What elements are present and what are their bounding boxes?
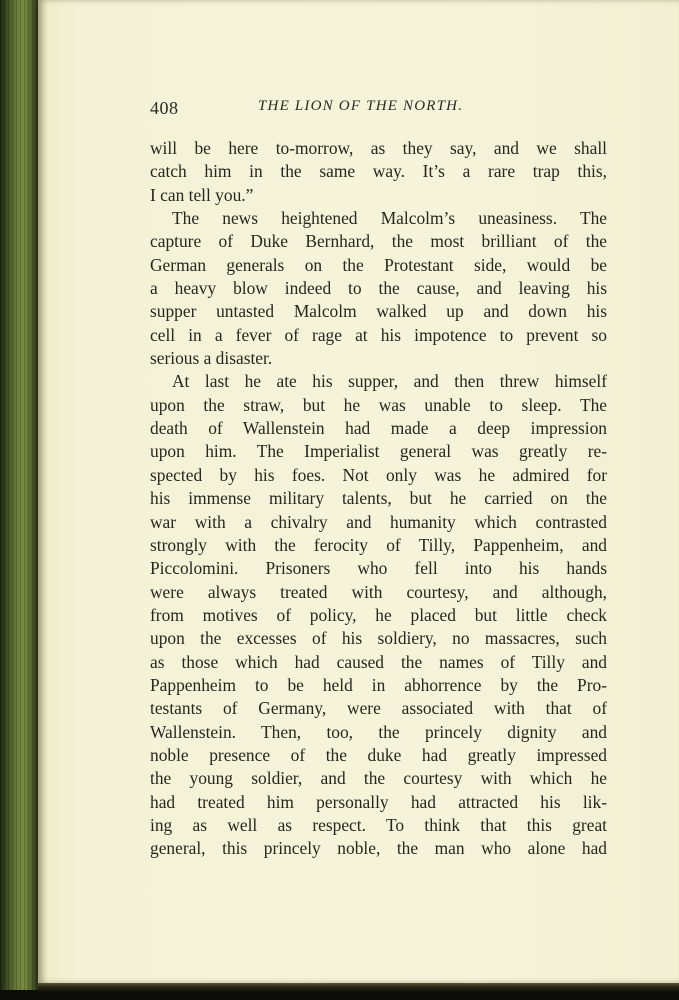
text-line: will be here to-morrow, as they say, and we shall: [150, 138, 607, 158]
text-line: upon him. The Imperialist general was greatly re-: [150, 441, 607, 462]
running-title: THE LION OF THE NORTH.: [258, 98, 464, 114]
text-line: a heavy blow indeed to the cause, and leaving his: [150, 278, 607, 299]
text-line: strongly with the ferocity of Tilly, Pappenheim, and: [150, 534, 607, 555]
text-line: testants of Germany, were associated with that of: [150, 698, 607, 719]
text-line: the young soldier, and the courtesy with which he: [150, 768, 607, 789]
text-line: had treated him personally had attracted his lik-: [150, 791, 607, 812]
text-line: catch him in the same way. It’s a rare trap this,: [150, 161, 607, 182]
text-line: ing as well as respect. To think that this great: [150, 814, 607, 835]
text-line: I can tell you.”: [150, 184, 254, 205]
text-line: his immense military talents, but he carried on the: [150, 488, 607, 509]
body-text: [150, 137, 607, 861]
text-line: death of Wallenstein had made a deep impression: [150, 418, 607, 439]
binding-texture: [0, 0, 38, 990]
text-line: war with a chivalry and humanity which contrasted: [150, 511, 607, 532]
text-line: Wallenstein. Then, too, the princely dignity and: [150, 721, 607, 742]
page-number: 408: [150, 98, 179, 118]
text-line: serious a disaster.: [150, 348, 273, 369]
text-line: general, this princely noble, the man who alone had: [150, 838, 607, 859]
text-line: capture of Duke Bernhard, the most brilliant of the: [150, 231, 607, 252]
text-line: were always treated with courtesy, and although,: [150, 581, 607, 602]
text-line: from motives of policy, he placed but little check: [150, 604, 607, 625]
text-line: Pappenheim to be held in abhorrence by the Pro-: [150, 674, 607, 695]
text-line: cell in a fever of rage at his impotence to prevent so: [150, 324, 607, 345]
text-line: upon the straw, but he was unable to sleep. The: [150, 394, 607, 415]
running-head: [150, 98, 608, 122]
text-line: supper untasted Malcolm walked up and down his: [150, 301, 607, 322]
text-line: noble presence of the duke had greatly impressed: [150, 744, 607, 765]
text-line: spected by his foes. Not only was he admired for: [150, 464, 607, 485]
text-line: upon the excesses of his soldiery, no massacres, such: [150, 628, 607, 649]
page-bottom-shadow: [38, 983, 679, 1000]
text-line: The news heightened Malcolm’s uneasiness. The: [172, 208, 607, 229]
text-line: Piccolomini. Prisoners who fell into his hands: [150, 558, 607, 579]
text-line: German generals on the Protestant side, would be: [150, 254, 607, 275]
text-line: At last he ate his supper, and then threw himself: [172, 371, 607, 392]
text-line: as those which had caused the names of Tilly and: [150, 651, 607, 672]
